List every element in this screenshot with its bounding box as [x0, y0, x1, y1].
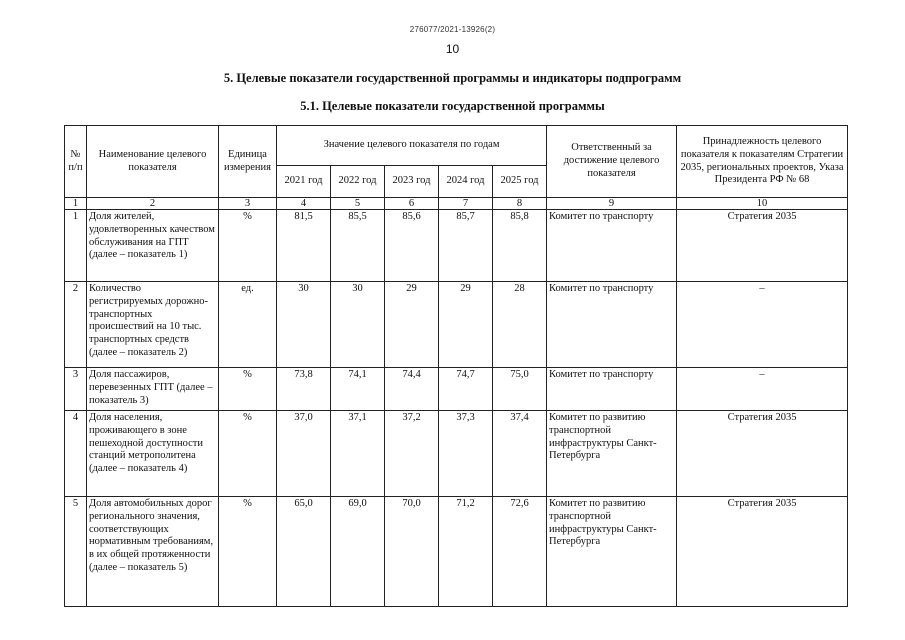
- value-2023: 85,6: [385, 210, 439, 282]
- table-row: [65, 210, 848, 282]
- col-index: 3: [219, 198, 277, 210]
- value-2023: 74,4: [385, 368, 439, 411]
- row-num: 1: [65, 210, 87, 282]
- col-index: 2: [87, 198, 219, 210]
- indicator-unit: %: [219, 497, 277, 607]
- header-year: 2022 год: [331, 166, 385, 198]
- row-num: 2: [65, 282, 87, 368]
- value-2022: 69,0: [331, 497, 385, 607]
- value-2022: 37,1: [331, 411, 385, 497]
- indicator-name: Количество регистрируемых дорожно-транспортных происшествий на 10 тыс. транспортных средств (далее – показатель 2): [87, 282, 219, 368]
- value-2022: 30: [331, 282, 385, 368]
- header-belonging: Принадлежность целевого показателя к показателям Стратегии 2035, региональных проектов, Указа Президента РФ № 68: [677, 126, 848, 198]
- header-values-group: Значение целевого показателя по годам: [277, 126, 547, 166]
- page-number: 10: [445, 42, 460, 56]
- table-row: [65, 282, 848, 368]
- indicators-table: [64, 125, 848, 607]
- row-num: 4: [65, 411, 87, 497]
- col-index: 10: [677, 198, 848, 210]
- col-index: 7: [439, 198, 493, 210]
- responsible: Комитет по развитию транспортной инфраструктуры Санкт-Петербурга: [547, 497, 677, 607]
- responsible: Комитет по транспорту: [547, 210, 677, 282]
- indicator-unit: %: [219, 411, 277, 497]
- belonging: –: [677, 368, 848, 411]
- header-year: 2025 год: [493, 166, 547, 198]
- indicator-name: Доля жителей, удовлетворенных качеством обслуживания на ГПТ (далее – показатель 1): [87, 210, 219, 282]
- belonging: Стратегия 2035: [677, 210, 848, 282]
- value-2022: 85,5: [331, 210, 385, 282]
- value-2021: 73,8: [277, 368, 331, 411]
- subsection-title: 5.1. Целевые показатели государственной программы: [300, 99, 605, 113]
- col-index: 9: [547, 198, 677, 210]
- table-row: [65, 411, 848, 497]
- col-index: 1: [65, 198, 87, 210]
- indicator-name: Доля автомобильных дорог регионального значения, соответствующих нормативным требованиям, в их общей протяженности (далее – показатель 5): [87, 497, 219, 607]
- responsible: Комитет по развитию транспортной инфраструктуры Санкт-Петербурга: [547, 411, 677, 497]
- value-2025: 72,6: [493, 497, 547, 607]
- value-2024: 74,7: [439, 368, 493, 411]
- value-2025: 85,8: [493, 210, 547, 282]
- document-id: 276077/2021-13926(2): [409, 25, 496, 34]
- col-index: 6: [385, 198, 439, 210]
- col-index: 8: [493, 198, 547, 210]
- indicator-unit: %: [219, 368, 277, 411]
- value-2023: 29: [385, 282, 439, 368]
- section-title: 5. Целевые показатели государственной программы и индикаторы подпрограмм: [223, 71, 682, 85]
- belonging: Стратегия 2035: [677, 411, 848, 497]
- value-2024: 29: [439, 282, 493, 368]
- indicator-unit: ед.: [219, 282, 277, 368]
- row-num: 3: [65, 368, 87, 411]
- value-2025: 75,0: [493, 368, 547, 411]
- table-row: [65, 368, 848, 411]
- header-year: 2023 год: [385, 166, 439, 198]
- value-2025: 37,4: [493, 411, 547, 497]
- column-index-row: [65, 198, 848, 210]
- header-num: № п/п: [65, 126, 87, 198]
- value-2023: 70,0: [385, 497, 439, 607]
- belonging: Стратегия 2035: [677, 497, 848, 607]
- header-responsible: Ответственный за достижение целевого показателя: [547, 126, 677, 198]
- indicator-name: Доля пассажиров, перевезенных ГПТ (далее – показатель 3): [87, 368, 219, 411]
- header-name: Наименование целевого показателя: [87, 126, 219, 198]
- responsible: Комитет по транспорту: [547, 282, 677, 368]
- header-unit: Единица измерения: [219, 126, 277, 198]
- table-row: [65, 497, 848, 607]
- value-2024: 37,3: [439, 411, 493, 497]
- value-2021: 65,0: [277, 497, 331, 607]
- indicator-name: Доля населения, проживающего в зоне пешеходной доступности станций метрополитена (далее – показатель 4): [87, 411, 219, 497]
- header-year: 2021 год: [277, 166, 331, 198]
- value-2024: 85,7: [439, 210, 493, 282]
- responsible: Комитет по транспорту: [547, 368, 677, 411]
- value-2025: 28: [493, 282, 547, 368]
- value-2021: 30: [277, 282, 331, 368]
- belonging: –: [677, 282, 848, 368]
- value-2022: 74,1: [331, 368, 385, 411]
- value-2021: 37,0: [277, 411, 331, 497]
- value-2021: 81,5: [277, 210, 331, 282]
- value-2023: 37,2: [385, 411, 439, 497]
- value-2024: 71,2: [439, 497, 493, 607]
- col-index: 5: [331, 198, 385, 210]
- header-year: 2024 год: [439, 166, 493, 198]
- col-index: 4: [277, 198, 331, 210]
- indicator-unit: %: [219, 210, 277, 282]
- row-num: 5: [65, 497, 87, 607]
